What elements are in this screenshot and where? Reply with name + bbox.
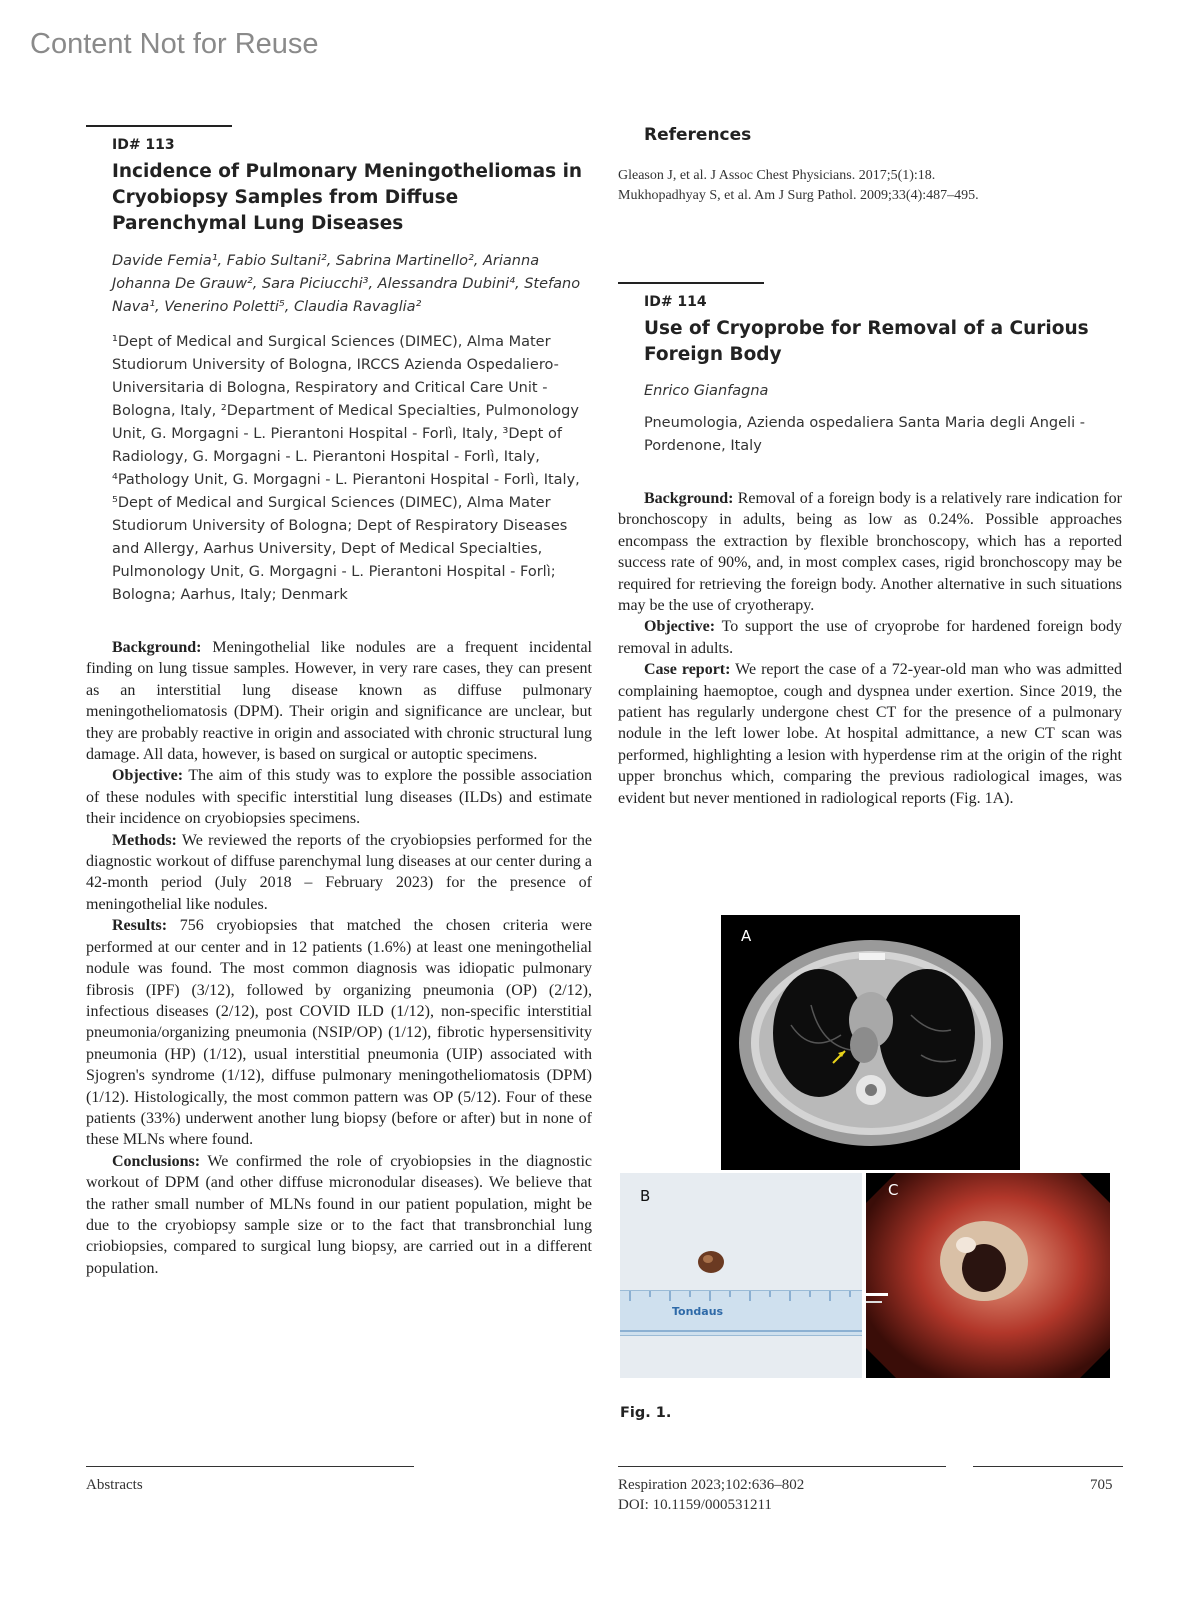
foreign-body-image [696,1248,726,1276]
paragraph-label: Objective: [112,767,184,785]
footer-journal: Respiration 2023;102:636–802 [618,1477,805,1493]
abstract-authors: Enrico Gianfagna [644,383,769,399]
figure-caption: Fig. 1. [620,1405,672,1421]
right-column [618,125,1122,809]
footer-citation [618,1475,804,1515]
footer-rule-left [86,1466,414,1467]
paragraph-text: To support the use of cryoprobe for hardened foreign body removal in adults. [618,618,1122,657]
figure-panel-a [721,915,1020,1170]
paragraph-text: We confirmed the role of cryobiopsies in the diagnostic workout of DPM (and other diffuse micronodular diseases). We believe that the rather small number of MLNs found in our patient population, might be due to the cryobiopsy sample size or to the fact that transbronchial lung criobiopsies, compared to surgical lung biopsy, are carried out in a different population. [86,1152,592,1277]
bronchoscopy-image [866,1173,1110,1378]
paragraph-label: Results: [112,917,168,935]
abstract-body [618,488,1122,809]
abstract-authors: Davide Femia¹, Fabio Sultani², Sabrina Martinello², Arianna Johanna De Grauw², Sara Piciucchi³, Alessandra Dubini⁴, Stefano Nava¹, Venerino Poletti⁵, Claudia Ravaglia² [112,253,581,315]
references-heading: References [644,125,752,145]
paragraph-text: We reviewed the reports of the cryobiopsies performed for the diagnostic workout of diffuse parenchymal lung diseases at our center during a 42-month period (July 2018 – February 2023) for the presence of meningothelial like nodules. [86,831,592,913]
figure-1 [620,915,1123,1380]
panel-label-b: B [640,1187,651,1205]
figure-panel-b [620,1173,862,1378]
ct-scan-image [721,915,1020,1170]
paragraph-label: Background: [112,639,202,656]
ruler-ticks [620,1291,862,1335]
abstract-114 [618,282,1122,809]
paragraph-background [618,488,1122,616]
abstract-top-rule [86,125,232,127]
panel-label-a: A [741,927,752,945]
paragraph-label: Background: [644,490,734,507]
paragraph-case-report [618,659,1122,809]
paragraph-label: Conclusions: [112,1152,201,1170]
abstract-id: ID# 113 [112,137,175,153]
paragraph-text: The aim of this study was to explore the possible association of these nodules with specific interstitial lung diseases (ILDs) and estimate their incidence on cryobiopsies specimens. [86,767,592,828]
panel-label-c: C [888,1181,899,1199]
paragraph-conclusions [86,1151,592,1279]
paragraph-label: Case report: [644,661,731,679]
paragraph-objective [86,765,592,829]
footer-rule-mid [618,1466,946,1467]
abstract-top-rule [618,282,764,284]
abstract-id: ID# 114 [644,294,707,310]
abstract-title: Incidence of Pulmonary Meningotheliomas in Cryobiopsy Samples from Diffuse Parenchymal Lung Diseases [112,161,583,234]
reference-item: Gleason J, et al. J Assoc Chest Physicians. 2017;5(1):18. [618,168,936,183]
footer-section: Abstracts [86,1477,143,1493]
abstract-body [86,637,592,1279]
abstract-affiliations: Pneumologia, Azienda ospedaliera Santa Maria degli Angeli - Pordenone, Italy [644,415,1085,454]
paragraph-text: Meningothelial like nodules are a frequent incidental finding on lung tissue samples. However, in very rare cases, they can present as an interstitial lung disease known as diffuse pulmonary meningotheliomatosis (DPM). Their origin and significance are unclear, but they are probably reactive in origin and associated with chronic structural lung damage. All data, however, is based on surgical or autoptic specimens. [86,639,592,764]
watermark: Content Not for Reuse [30,28,319,60]
paragraph-text: 756 cryobiopsies that matched the chosen criteria were performed at our center and in 12 patients (1.6%) at least one meningothelial nodule was found. The most common diagnosis was idiopatic pulmonary fibrosis (IPF) (3/12), followed by organizing pneumonia (OP) (2/12), infectious diseases (2/12), post COVID ILD (1/12), non-specific interstitial pneumonia/organizing pneumonia (NSIP/OP) (1/12), fibrotic hypersensitivity pneumonia (HP) (1/12), usual interstitial pneumonia (UIP) associated with Sjogren's syndrome (1/12), diffuse pulmonary meningotheliomatosis (DPM) (1/12). Histologically, the most common pattern was OP (5/12). Four of these patients (33%) underwent another lung biopsy (before or after) but in none of these MLNs where found. [86,917,592,1149]
abstract-113 [86,125,592,1279]
paragraph-label: Objective: [644,618,716,636]
paragraph-background [86,637,592,765]
footer-doi: DOI: 10.1159/000531211 [618,1497,772,1513]
abstract-affiliations: ¹Dept of Medical and Surgical Sciences (DIMEC), Alma Mater Studiorum University of Bologna, IRCCS Azienda Ospedaliero-Universitaria di Bologna, Respiratory and Critical Care Unit - Bologna, Italy, ²Department of Medical Specialties, Pulmonology Unit, G. Morgagni - L. Pierantoni Hospital - Forlì, Italy, ³Dept of Radiology, G. Morgagni - L. Pierantoni Hospital - Forlì, Italy, ⁴Pathology Unit, G. Morgagni - L. Pierantoni Hospital - Forlì, Italy, ⁵Dept of Medical and Surgical Sciences (DIMEC), Alma Mater Studiorum University of Bologna; Dept of Respiratory Diseases and Allergy, Aarhus University, Dept of Medical Specialties, Pulmonology Unit, G. Morgagni - L. Pierantoni Hospital - Forlì; Bologna; Aarhus, Italy; Denmark [112,334,580,603]
paragraph-results [86,915,592,1150]
paragraph-text: We report the case of a 72-year-old man who was admitted complaining haemoptoe, cough and dyspnea under exertion. Since 2019, the patient has regularly undergone chest CT for the presence of a pulmonary nodule in the left lower lobe. At hospital admittance, a new CT scan was performed, highlighting a lesion with hyperdense rim at the origin of the right upper bronchus which, comparing the previous radiological images, was evident but never mentioned in radiological reports (Fig. 1A). [618,661,1123,807]
paragraph-label: Methods: [112,831,177,849]
paragraph-methods [86,830,592,916]
ruler-brand: Tondaus [672,1305,724,1318]
footer-page-number: 705 [1090,1477,1113,1493]
reference-item: Mukhopadhyay S, et al. Am J Surg Pathol. 2009;33(4):487–495. [618,188,979,203]
ruler [620,1290,862,1336]
figure-panel-c [866,1173,1110,1378]
footer-rule-right [973,1466,1123,1467]
abstract-title: Use of Cryoprobe for Removal of a Curious Foreign Body [644,318,1089,365]
paragraph-text: Removal of a foreign body is a relatively rare indication for bronchoscopy in adults, being as low as 0.24%. Possible approaches encompass the extraction by flexible bronchoscopy, which has a reported success rate of 90%, and, in most complex cases, rigid bronchoscopy may be required for retrieving the foreign body. Another alternative in such situations may be the use of cryotherapy. [618,490,1122,615]
paragraph-objective [618,616,1122,659]
references-list [618,166,1122,206]
